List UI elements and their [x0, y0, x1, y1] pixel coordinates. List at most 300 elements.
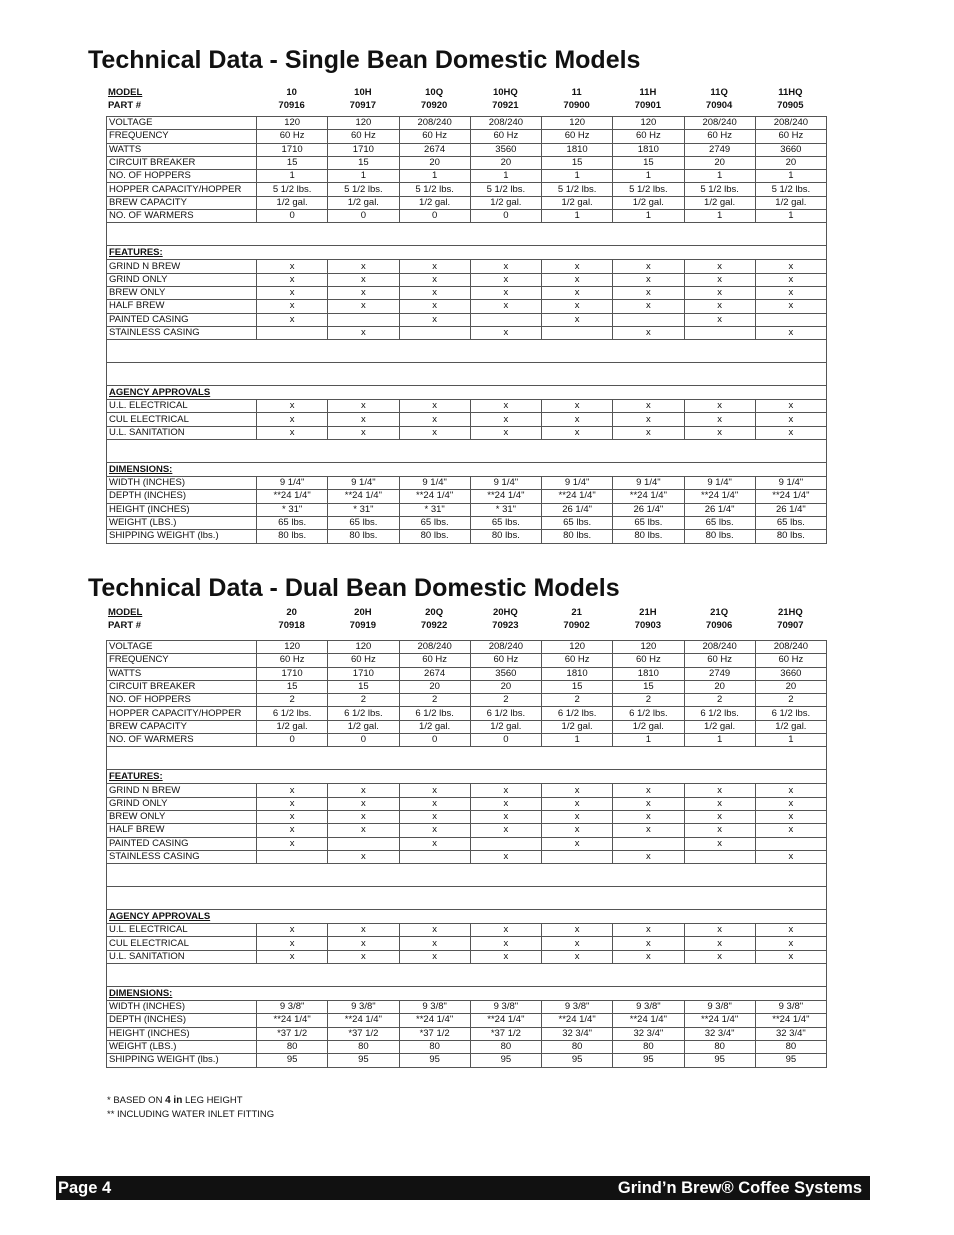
table-row	[107, 156, 827, 169]
row-label: NO. OF HOPPERS	[107, 694, 257, 707]
row-label: NO. OF HOPPERS	[107, 170, 257, 183]
table-row	[107, 850, 827, 863]
table-cell: 1	[684, 170, 755, 183]
row-label: VOLTAGE	[107, 117, 257, 130]
model-name: 21	[571, 607, 582, 618]
table-cell: 6 1/2 lbs.	[613, 707, 684, 720]
row-label: U.L. ELECTRICAL	[107, 400, 257, 413]
table-cell: x	[257, 784, 328, 797]
model-row-label-text: MODEL	[108, 87, 143, 98]
table-cell: 1	[684, 734, 755, 747]
table-row	[107, 260, 827, 273]
table-cell: 95	[328, 1054, 399, 1067]
table-cell: 120	[257, 641, 328, 654]
row-label: STAINLESS CASING	[107, 326, 257, 339]
table-cell: x	[684, 300, 755, 313]
model-name: 11HQ	[778, 87, 803, 98]
table-cell: 208/240	[470, 117, 541, 130]
table-cell: 60 Hz	[328, 654, 399, 667]
table-cell	[684, 326, 755, 339]
table-row	[107, 641, 827, 654]
table-row	[107, 1014, 827, 1027]
table-cell: x	[542, 924, 613, 937]
row-label: HEIGHT (INCHES)	[107, 1027, 257, 1040]
section-heading: FEATURES:	[107, 770, 257, 784]
table-cell: x	[684, 273, 755, 286]
table-cell: 5 1/2 lbs.	[613, 183, 684, 196]
table-cell: 9 3/8"	[613, 1001, 684, 1014]
table-cell: x	[399, 824, 470, 837]
table-cell: x	[399, 810, 470, 823]
table-cell: 1/2 gal.	[684, 720, 755, 733]
table-cell: *37 1/2	[328, 1027, 399, 1040]
table-cell	[755, 837, 826, 850]
table-cell: x	[613, 260, 684, 273]
table-cell: 120	[542, 641, 613, 654]
table-cell: 1810	[613, 667, 684, 680]
spacer-cell	[257, 964, 827, 987]
table-cell: 65 lbs.	[399, 516, 470, 529]
table-cell: 26 1/4"	[542, 503, 613, 516]
table-cell: 120	[613, 641, 684, 654]
table-cell: 80 lbs.	[613, 530, 684, 543]
table-row	[107, 530, 827, 543]
part-number: 70906	[705, 620, 733, 631]
model-row-label	[106, 86, 256, 99]
model-name: 20HQ	[492, 607, 518, 618]
row-label: WATTS	[107, 667, 257, 680]
table-cell: 1/2 gal.	[613, 720, 684, 733]
section-heading: AGENCY APPROVALS	[107, 386, 257, 400]
table-cell: 60 Hz	[613, 654, 684, 667]
table-row	[107, 937, 827, 950]
table-cell: 80 lbs.	[328, 530, 399, 543]
row-label: FREQUENCY	[107, 130, 257, 143]
table-cell: x	[542, 413, 613, 426]
spacer-row	[107, 223, 827, 246]
spacer-cell	[107, 363, 257, 386]
table-cell: x	[755, 300, 826, 313]
section-heading: DIMENSIONS:	[107, 987, 257, 1001]
table-cell: 9 3/8"	[257, 1001, 328, 1014]
table-cell: 2	[257, 694, 328, 707]
table-cell: x	[684, 937, 755, 950]
model-name: 21HQ	[777, 607, 803, 618]
table-cell: 0	[328, 734, 399, 747]
table-cell: x	[328, 850, 399, 863]
table-cell: x	[542, 260, 613, 273]
model-name: 11H	[639, 87, 657, 98]
table-cell: **24 1/4"	[755, 490, 826, 503]
table-cell: 2	[328, 694, 399, 707]
model-row	[106, 606, 826, 619]
table-cell: x	[328, 810, 399, 823]
table-cell: 1	[613, 210, 684, 223]
table-cell: 60 Hz	[684, 130, 755, 143]
table-row	[107, 400, 827, 413]
spacer-cell	[257, 246, 827, 260]
table-cell: x	[684, 426, 755, 439]
table-cell: **24 1/4"	[257, 1014, 328, 1027]
part-number: 70905	[777, 100, 804, 111]
row-label: SHIPPING WEIGHT (lbs.)	[107, 1054, 257, 1067]
table-row	[107, 286, 827, 299]
spacer-cell	[257, 987, 827, 1001]
table-cell: 2	[755, 694, 826, 707]
row-label: HEIGHT (INCHES)	[107, 503, 257, 516]
table-cell: 20	[399, 156, 470, 169]
table-row	[107, 117, 827, 130]
table-cell: 32 3/4"	[684, 1027, 755, 1040]
table-cell: 1/2 gal.	[613, 196, 684, 209]
table-cell: 80 lbs.	[755, 530, 826, 543]
table-cell: x	[328, 273, 399, 286]
table-cell: 3560	[470, 143, 541, 156]
table-cell: 5 1/2 lbs.	[399, 183, 470, 196]
table-cell: x	[684, 837, 755, 850]
table-cell: x	[328, 797, 399, 810]
part-row-label-text: PART #	[108, 100, 142, 111]
table-cell: 65 lbs.	[470, 516, 541, 529]
table-cell	[328, 837, 399, 850]
table-cell	[399, 326, 470, 339]
row-label: GRIND ONLY	[107, 273, 257, 286]
table-row	[107, 784, 827, 797]
table-cell: 9 3/8"	[399, 1001, 470, 1014]
model-row-label-text: MODEL	[108, 607, 143, 618]
table-row	[107, 1054, 827, 1067]
spacer-cell	[257, 386, 827, 400]
table-cell: 26 1/4"	[613, 503, 684, 516]
table-cell: x	[542, 300, 613, 313]
table-cell: x	[684, 286, 755, 299]
table-cell: x	[257, 300, 328, 313]
table-cell: x	[613, 400, 684, 413]
table-cell: 5 1/2 lbs.	[755, 183, 826, 196]
model-name: 21H	[639, 607, 657, 618]
table-row	[107, 654, 827, 667]
table-cell: 1	[542, 170, 613, 183]
table-cell: 208/240	[399, 117, 470, 130]
table-cell: 0	[470, 210, 541, 223]
part-number: 70900	[563, 100, 590, 111]
table-cell: 80 lbs.	[470, 530, 541, 543]
table-cell: 9 1/4"	[257, 477, 328, 490]
table-cell: x	[328, 937, 399, 950]
table-cell: x	[684, 413, 755, 426]
table-cell: x	[257, 260, 328, 273]
model-name: 11	[571, 87, 582, 98]
table-cell: 5 1/2 lbs.	[542, 183, 613, 196]
table-cell: x	[542, 937, 613, 950]
row-label: PAINTED CASING	[107, 313, 257, 326]
table-cell: x	[399, 260, 470, 273]
table-cell: 9 1/4"	[399, 477, 470, 490]
table-cell: 6 1/2 lbs.	[399, 707, 470, 720]
row-label: U.L. ELECTRICAL	[107, 924, 257, 937]
table-cell: 32 3/4"	[542, 1027, 613, 1040]
table-cell: **24 1/4"	[470, 1014, 541, 1027]
table-cell: x	[328, 326, 399, 339]
table-row	[107, 503, 827, 516]
table-cell: 26 1/4"	[755, 503, 826, 516]
table-row	[107, 924, 827, 937]
table-cell: x	[399, 286, 470, 299]
table-cell: 65 lbs.	[613, 516, 684, 529]
table-cell: 1	[755, 170, 826, 183]
table-cell: 60 Hz	[613, 130, 684, 143]
table-row	[107, 734, 827, 747]
section-heading-row	[107, 246, 827, 260]
table-cell: 9 3/8"	[470, 1001, 541, 1014]
table-cell: x	[257, 810, 328, 823]
table-cell: 1710	[328, 667, 399, 680]
table-cell: x	[257, 950, 328, 963]
table-cell: 20	[470, 680, 541, 693]
table-cell: 20	[684, 156, 755, 169]
table-cell: 5 1/2 lbs.	[257, 183, 328, 196]
part-number: 70904	[705, 100, 733, 111]
table-cell: 1/2 gal.	[542, 720, 613, 733]
table-cell	[755, 313, 826, 326]
table-cell: 15	[257, 156, 328, 169]
section-heading-row	[107, 910, 827, 924]
part-row-label-text: PART #	[108, 620, 142, 631]
spacer-cell	[257, 363, 827, 386]
table-row	[107, 720, 827, 733]
table-row	[107, 196, 827, 209]
table-cell: x	[470, 950, 541, 963]
table-cell: 20	[755, 680, 826, 693]
single-bean-data-table	[106, 116, 827, 544]
row-label: WEIGHT (LBS.)	[107, 1040, 257, 1053]
table-cell: x	[399, 784, 470, 797]
table-row	[107, 516, 827, 529]
table-cell: x	[542, 797, 613, 810]
part-number: 70916	[278, 100, 305, 111]
table-cell: 1	[542, 210, 613, 223]
footnote-1-prefix: * BASED ON	[107, 1095, 163, 1106]
table-cell: 0	[328, 210, 399, 223]
footnotes	[107, 1094, 274, 1122]
table-cell: 9 1/4"	[328, 477, 399, 490]
table-cell: x	[542, 273, 613, 286]
table-cell: x	[613, 824, 684, 837]
table-cell	[399, 850, 470, 863]
table-cell: 65 lbs.	[542, 516, 613, 529]
table-cell: 6 1/2 lbs.	[470, 707, 541, 720]
table-cell: 95	[470, 1054, 541, 1067]
row-label: VOLTAGE	[107, 641, 257, 654]
spacer-row	[107, 887, 827, 910]
table-cell: 2	[399, 694, 470, 707]
table-cell	[328, 313, 399, 326]
model-name: 10HQ	[492, 87, 518, 98]
spacer-row	[107, 363, 827, 386]
part-number: 70918	[278, 620, 305, 631]
table-cell: 15	[328, 156, 399, 169]
table-cell: **24 1/4"	[257, 490, 328, 503]
spacer-cell	[257, 864, 827, 887]
part-number: 70902	[563, 620, 590, 631]
table-cell: x	[613, 797, 684, 810]
table-cell: 60 Hz	[257, 130, 328, 143]
table-cell: 9 3/8"	[542, 1001, 613, 1014]
table-row	[107, 810, 827, 823]
table-cell: 1/2 gal.	[328, 196, 399, 209]
table-cell: x	[470, 850, 541, 863]
table-cell: 1810	[542, 667, 613, 680]
table-cell: x	[399, 797, 470, 810]
table-cell: 1	[613, 170, 684, 183]
page-footer	[56, 1176, 870, 1200]
table-cell: x	[470, 273, 541, 286]
table-cell: 1	[328, 170, 399, 183]
table-cell: 65 lbs.	[755, 516, 826, 529]
table-cell: 60 Hz	[755, 654, 826, 667]
table-cell: 2	[684, 694, 755, 707]
table-row	[107, 477, 827, 490]
row-label: U.L. SANITATION	[107, 426, 257, 439]
table-cell: 65 lbs.	[328, 516, 399, 529]
model-name: 10H	[354, 87, 372, 98]
table-cell: x	[542, 286, 613, 299]
table-cell: 26 1/4"	[684, 503, 755, 516]
part-number: 70923	[492, 620, 519, 631]
table-cell: 2	[470, 694, 541, 707]
table-cell: x	[399, 400, 470, 413]
table-cell: x	[684, 797, 755, 810]
table-cell: **24 1/4"	[399, 1014, 470, 1027]
table-cell: x	[328, 426, 399, 439]
table-cell: 65 lbs.	[684, 516, 755, 529]
table-cell: 2749	[684, 143, 755, 156]
table-cell: x	[755, 950, 826, 963]
table-cell: 6 1/2 lbs.	[257, 707, 328, 720]
table-cell: 32 3/4"	[755, 1027, 826, 1040]
table-cell: 1	[399, 170, 470, 183]
table-cell: 1	[684, 210, 755, 223]
section-heading: FEATURES:	[107, 246, 257, 260]
table-cell: x	[328, 784, 399, 797]
table-row	[107, 1040, 827, 1053]
spacer-cell	[257, 440, 827, 463]
table-cell: 2674	[399, 667, 470, 680]
part-row-label	[106, 619, 256, 632]
model-name: 21Q	[710, 607, 729, 618]
table-cell: 9 3/8"	[684, 1001, 755, 1014]
row-label: CUL ELECTRICAL	[107, 413, 257, 426]
table-cell: 1810	[542, 143, 613, 156]
table-cell: 1/2 gal.	[257, 720, 328, 733]
section-heading-row	[107, 770, 827, 784]
row-label: DEPTH (INCHES)	[107, 1014, 257, 1027]
row-label: WATTS	[107, 143, 257, 156]
table-cell: x	[613, 810, 684, 823]
table-cell: 1710	[257, 143, 328, 156]
table-cell: 60 Hz	[542, 654, 613, 667]
row-label: WIDTH (INCHES)	[107, 477, 257, 490]
model-name: 10Q	[425, 87, 444, 98]
table-cell: x	[755, 937, 826, 950]
section-heading-row	[107, 463, 827, 477]
table-cell: 2	[613, 694, 684, 707]
table-cell: 95	[542, 1054, 613, 1067]
spacer-cell	[257, 770, 827, 784]
table-cell: 208/240	[755, 117, 826, 130]
table-cell: 15	[257, 680, 328, 693]
table-cell: x	[542, 400, 613, 413]
row-label: STAINLESS CASING	[107, 850, 257, 863]
table-cell: x	[399, 300, 470, 313]
table-cell: 60 Hz	[257, 654, 328, 667]
table-cell	[470, 837, 541, 850]
table-cell	[684, 850, 755, 863]
part-number: 70903	[634, 620, 662, 631]
row-label: BREW ONLY	[107, 286, 257, 299]
section-heading: AGENCY APPROVALS	[107, 910, 257, 924]
table-cell: 60 Hz	[399, 654, 470, 667]
spacer-cell	[107, 440, 257, 463]
table-cell: x	[470, 810, 541, 823]
table-row	[107, 426, 827, 439]
table-cell: 80 lbs.	[542, 530, 613, 543]
table-cell: **24 1/4"	[613, 1014, 684, 1027]
table-cell: 15	[613, 156, 684, 169]
table-cell: x	[755, 273, 826, 286]
table-cell: x	[470, 326, 541, 339]
table-cell: 1/2 gal.	[755, 196, 826, 209]
table-cell: x	[399, 313, 470, 326]
part-number: 70917	[349, 100, 377, 111]
table-cell: 80 lbs.	[684, 530, 755, 543]
part-row	[106, 99, 826, 112]
table-cell: x	[755, 326, 826, 339]
table-cell: 2	[542, 694, 613, 707]
table-cell: 80	[399, 1040, 470, 1053]
table-cell: 20	[684, 680, 755, 693]
table-cell: 208/240	[684, 117, 755, 130]
table-cell: 20	[470, 156, 541, 169]
table-cell: 6 1/2 lbs.	[328, 707, 399, 720]
table-cell: 6 1/2 lbs.	[542, 707, 613, 720]
table-cell: 1/2 gal.	[684, 196, 755, 209]
table-cell: x	[755, 286, 826, 299]
table-cell: **24 1/4"	[328, 490, 399, 503]
table-cell: x	[399, 950, 470, 963]
table-cell: x	[613, 300, 684, 313]
table-cell: 60 Hz	[470, 654, 541, 667]
row-label: FREQUENCY	[107, 654, 257, 667]
table-cell: x	[470, 797, 541, 810]
table-cell: 1/2 gal.	[755, 720, 826, 733]
table-cell: x	[755, 824, 826, 837]
table-cell	[542, 326, 613, 339]
dual-bean-header-table	[106, 606, 826, 632]
table-cell: 1710	[257, 667, 328, 680]
spacer-cell	[107, 223, 257, 246]
table-cell: **24 1/4"	[684, 1014, 755, 1027]
table-cell: 32 3/4"	[613, 1027, 684, 1040]
table-cell: x	[399, 426, 470, 439]
table-cell: 9 3/8"	[755, 1001, 826, 1014]
table-cell: 1	[257, 170, 328, 183]
table-row	[107, 824, 827, 837]
row-label: BREW CAPACITY	[107, 720, 257, 733]
table-cell: 0	[399, 734, 470, 747]
table-cell: *37 1/2	[257, 1027, 328, 1040]
table-cell: x	[470, 937, 541, 950]
